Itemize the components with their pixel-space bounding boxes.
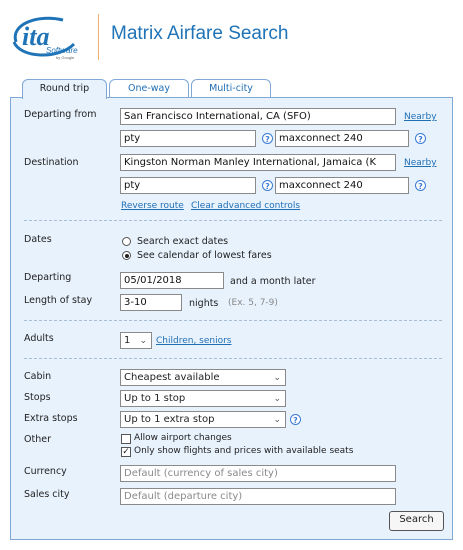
length-of-stay-hint: (Ex. 5, 7-9) xyxy=(228,298,278,308)
help-icon[interactable]: ? xyxy=(290,414,301,425)
only-available-seats-label: Only show flights and prices with available seats xyxy=(134,446,354,456)
stops-value: Up to 1 stop xyxy=(124,393,186,404)
currency-label: Currency xyxy=(24,466,67,477)
ita-software-logo xyxy=(8,12,98,62)
section-divider xyxy=(24,358,442,360)
help-icon[interactable]: ? xyxy=(415,180,426,191)
currency-input[interactable]: Default (currency of sales city) xyxy=(120,465,396,482)
departing-nearby-link[interactable]: Nearby xyxy=(404,112,437,122)
adults-label: Adults xyxy=(24,333,54,344)
extra-stops-select[interactable] xyxy=(120,411,286,428)
adults-select[interactable] xyxy=(120,332,152,349)
sales-city-input[interactable]: Default (departure city) xyxy=(120,488,396,505)
cabin-select[interactable] xyxy=(120,369,286,386)
length-of-stay-input[interactable]: 3-10 xyxy=(120,294,182,311)
destination-input[interactable]: Kingston Norman Manley International, Jamaica (K xyxy=(120,154,396,171)
tab-one-way[interactable]: One-way xyxy=(109,79,189,97)
sales-city-label: Sales city xyxy=(24,489,70,500)
help-icon[interactable]: ? xyxy=(262,133,273,144)
search-button[interactable]: Search xyxy=(389,511,444,531)
destination-nearby-link[interactable]: Nearby xyxy=(404,158,437,168)
departing-from-input[interactable]: San Francisco International, CA (SFO) xyxy=(120,108,396,125)
header-divider xyxy=(98,14,99,60)
length-of-stay-label: Length of stay xyxy=(24,295,93,306)
extra-stops-label: Extra stops xyxy=(24,413,78,424)
stops-select[interactable] xyxy=(120,390,286,407)
logo-by: by Google xyxy=(56,55,75,60)
tab-multi-city[interactable]: Multi-city xyxy=(191,79,271,97)
destination-extension-input[interactable]: maxconnect 240 xyxy=(275,177,409,194)
destination-route-code-input[interactable]: pty xyxy=(120,177,256,194)
exact-dates-label: Search exact dates xyxy=(137,236,229,247)
page-title: Matrix Airfare Search xyxy=(111,23,289,44)
allow-airport-changes-checkbox[interactable] xyxy=(121,434,131,444)
calendar-lowest-fares-label: See calendar of lowest fares xyxy=(137,250,272,261)
chevron-down-icon: ⌄ xyxy=(273,373,281,383)
cabin-label: Cabin xyxy=(24,371,52,382)
chevron-down-icon: ⌄ xyxy=(139,336,147,346)
clear-advanced-controls-link[interactable]: Clear advanced controls xyxy=(191,201,301,211)
radio-exact-dates[interactable] xyxy=(122,237,131,246)
departing-extension-input[interactable]: maxconnect 240 xyxy=(275,130,409,147)
section-divider xyxy=(24,320,442,322)
only-available-seats-checkbox[interactable]: ✓ xyxy=(122,447,130,457)
reverse-route-link[interactable]: Reverse route xyxy=(121,201,184,211)
chevron-down-icon: ⌄ xyxy=(273,415,281,425)
help-icon[interactable]: ? xyxy=(415,133,426,144)
departing-suffix: and a month later xyxy=(230,276,316,287)
tab-round-trip[interactable]: Round trip xyxy=(22,79,107,99)
section-divider xyxy=(24,220,442,222)
radio-calendar-lowest-fares[interactable] xyxy=(122,251,131,260)
dates-label: Dates xyxy=(24,234,52,245)
children-seniors-link[interactable]: Children, seniors xyxy=(156,336,232,346)
logo-wordmark: ita xyxy=(22,22,50,51)
stops-label: Stops xyxy=(24,392,51,403)
departing-from-label: Departing from xyxy=(24,109,97,120)
help-icon[interactable]: ? xyxy=(262,180,273,191)
departing-date-input[interactable]: 05/01/2018 xyxy=(120,272,224,289)
destination-label: Destination xyxy=(24,157,79,168)
cabin-value: Cheapest available xyxy=(124,372,220,383)
adults-value: 1 xyxy=(124,335,131,346)
extra-stops-value: Up to 1 extra stop xyxy=(124,414,215,425)
logo-sub: Software xyxy=(46,46,78,55)
departing-route-code-input[interactable]: pty xyxy=(120,130,256,147)
departing-label: Departing xyxy=(24,272,72,283)
other-label: Other xyxy=(24,434,51,445)
allow-airport-changes-label: Allow airport changes xyxy=(134,433,232,443)
nights-label: nights xyxy=(189,298,219,309)
chevron-down-icon: ⌄ xyxy=(273,394,281,404)
